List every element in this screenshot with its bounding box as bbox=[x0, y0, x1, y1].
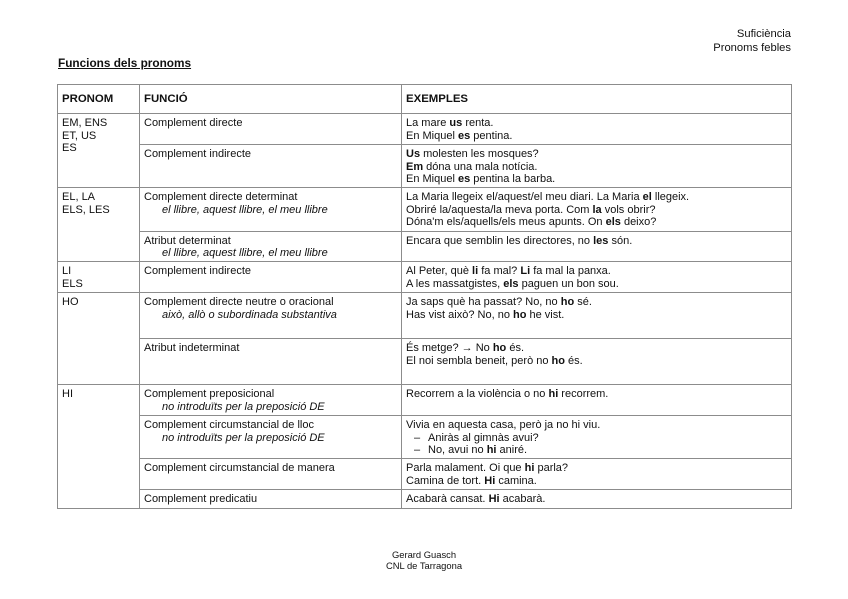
example-line: La mare us renta. bbox=[406, 117, 494, 130]
highlighted-pronoun: ho bbox=[513, 308, 527, 321]
example-line: Ja saps què ha passat? No, no ho sé. bbox=[406, 296, 592, 309]
function-cell bbox=[140, 385, 402, 416]
function-label: Complement indirecte bbox=[144, 265, 251, 278]
pronoun-cell: EM, ENS ET, US ES bbox=[58, 114, 140, 188]
highlighted-pronoun: Us bbox=[406, 148, 421, 161]
pronoun-functions-table bbox=[57, 84, 792, 509]
highlighted-pronoun: Em bbox=[406, 160, 424, 173]
highlighted-pronoun: es bbox=[457, 173, 471, 186]
example-line: Obriré la/aquesta/la meva porta. Com la vols obrir? bbox=[406, 203, 656, 216]
example-line: En Miquel es pentina. bbox=[406, 129, 513, 142]
example-line: Vivia en aquesta casa, però ja no hi viu. bbox=[406, 419, 601, 432]
example-line: Us molesten les mosques? bbox=[406, 148, 539, 161]
function-cell bbox=[140, 339, 402, 385]
page-footer bbox=[0, 549, 848, 571]
function-cell bbox=[140, 188, 402, 231]
function-label: Complement indirecte bbox=[144, 148, 251, 161]
examples-cell bbox=[402, 416, 792, 459]
examples-cell bbox=[402, 262, 792, 293]
table-row bbox=[58, 490, 792, 508]
function-cell bbox=[140, 145, 402, 188]
examples-cell bbox=[402, 385, 792, 416]
header-line-1: Suficiència bbox=[736, 28, 791, 40]
function-cell bbox=[140, 490, 402, 508]
function-label: Complement circumstancial de manera bbox=[144, 462, 335, 475]
function-label: Complement preposicional bbox=[144, 388, 275, 401]
highlighted-pronoun: ho bbox=[492, 342, 507, 355]
example-line: Em dóna una mala notícia. bbox=[406, 160, 538, 173]
table-header-row bbox=[58, 85, 792, 114]
examples-cell bbox=[402, 114, 792, 145]
examples-cell bbox=[402, 188, 792, 231]
example-line: Camina de tort. Hi camina. bbox=[406, 474, 537, 487]
examples-cell bbox=[402, 293, 792, 339]
table-body bbox=[58, 114, 792, 508]
table-row bbox=[58, 114, 792, 145]
example-dialogue-line: – No, avui no hi aniré. bbox=[406, 444, 787, 456]
highlighted-pronoun: la bbox=[592, 203, 602, 216]
example-line: Al Peter, què li fa mal? Li fa mal la panxa. bbox=[406, 265, 611, 278]
highlighted-pronoun: hi bbox=[486, 443, 497, 456]
function-label: Complement directe neutre o oracional bbox=[144, 296, 334, 309]
pronoun-cell: EL, LA ELS, LES bbox=[58, 188, 140, 262]
highlighted-pronoun: Hi bbox=[484, 474, 496, 487]
example-line: Parla malament. Oi que hi parla? bbox=[406, 462, 569, 475]
footer-author: Gerard Guasch bbox=[391, 549, 457, 560]
function-cell bbox=[140, 293, 402, 339]
example-line: És metge? → No ho és. bbox=[406, 342, 525, 355]
examples-cell bbox=[402, 459, 792, 490]
function-note: el llibre, aquest llibre, el meu llibre bbox=[162, 203, 328, 216]
example-line: Dóna'm els/aquells/els meus apunts. On els deixo? bbox=[406, 216, 657, 229]
examples-cell bbox=[402, 339, 792, 385]
function-label: Atribut determinat bbox=[144, 234, 231, 247]
footer-organization: CNL de Tarragona bbox=[385, 560, 463, 571]
table-row bbox=[58, 231, 792, 262]
function-cell bbox=[140, 114, 402, 145]
table-row bbox=[58, 262, 792, 293]
function-note: el llibre, aquest llibre, el meu llibre bbox=[162, 247, 328, 260]
examples-cell bbox=[402, 145, 792, 188]
highlighted-pronoun: les bbox=[593, 234, 609, 247]
highlighted-pronoun: ho bbox=[551, 354, 565, 367]
column-header-funcio: FUNCIÓ bbox=[140, 85, 402, 114]
function-cell bbox=[140, 262, 402, 293]
table-row bbox=[58, 145, 792, 188]
highlighted-pronoun: els bbox=[605, 216, 621, 229]
example-line: A les massatgistes, els paguen un bon sou. bbox=[406, 277, 619, 290]
example-line: En Miquel es pentina la barba. bbox=[406, 173, 556, 186]
function-label: Atribut indeterminat bbox=[144, 342, 240, 355]
highlighted-pronoun: hi bbox=[524, 462, 535, 475]
highlighted-pronoun: li bbox=[472, 265, 479, 278]
function-note: no introduïts per la preposició DE bbox=[162, 400, 325, 413]
example-line: Has vist això? No, no ho he vist. bbox=[406, 308, 565, 321]
function-note: això, allò o subordinada substantiva bbox=[162, 308, 337, 321]
highlighted-pronoun: ho bbox=[560, 296, 575, 309]
function-label: Complement directe determinat bbox=[144, 191, 298, 204]
table-row bbox=[58, 339, 792, 385]
document-title: Funcions dels pronoms bbox=[58, 56, 192, 70]
function-label: Complement predicatiu bbox=[144, 493, 258, 506]
table-row bbox=[58, 385, 792, 416]
highlighted-pronoun: Li bbox=[520, 265, 531, 278]
function-cell bbox=[140, 459, 402, 490]
examples-cell bbox=[402, 490, 792, 508]
function-note: no introduïts per la preposició DE bbox=[162, 431, 325, 444]
table-row bbox=[58, 459, 792, 490]
highlighted-pronoun: els bbox=[503, 277, 519, 290]
highlighted-pronoun: Hi bbox=[488, 493, 500, 506]
highlighted-pronoun: us bbox=[449, 117, 463, 130]
highlighted-pronoun: el bbox=[642, 191, 652, 204]
example-line: El noi sembla beneit, però no ho és. bbox=[406, 354, 583, 367]
highlighted-pronoun: hi bbox=[548, 388, 559, 401]
highlighted-pronoun: es bbox=[457, 129, 471, 142]
examples-cell bbox=[402, 231, 792, 262]
pronoun-cell: HO bbox=[58, 293, 140, 385]
column-header-exemples: EXEMPLES bbox=[402, 85, 792, 114]
example-dialogue-line: – Aniràs al gimnàs avui? bbox=[406, 432, 787, 444]
table-row bbox=[58, 293, 792, 339]
header-line-2: Pronoms febles bbox=[713, 42, 791, 54]
example-line: Acabarà cansat. Hi acabarà. bbox=[406, 493, 546, 506]
example-line: Encara que semblin les directores, no les són. bbox=[406, 234, 633, 247]
table-row bbox=[58, 416, 792, 459]
pronoun-cell: HI bbox=[58, 385, 140, 508]
function-label: Complement circumstancial de lloc bbox=[144, 419, 314, 432]
function-cell bbox=[140, 231, 402, 262]
example-line: Recorrem a la violència o no hi recorrem. bbox=[406, 388, 609, 401]
page-header bbox=[713, 27, 791, 55]
column-header-pronom: PRONOM bbox=[58, 85, 140, 114]
function-label: Complement directe bbox=[144, 117, 243, 130]
example-line: La Maria llegeix el/aquest/el meu diari. La Maria el llegeix. bbox=[406, 191, 690, 204]
function-cell bbox=[140, 416, 402, 459]
table-row bbox=[58, 188, 792, 231]
pronoun-cell: LI ELS bbox=[58, 262, 140, 293]
